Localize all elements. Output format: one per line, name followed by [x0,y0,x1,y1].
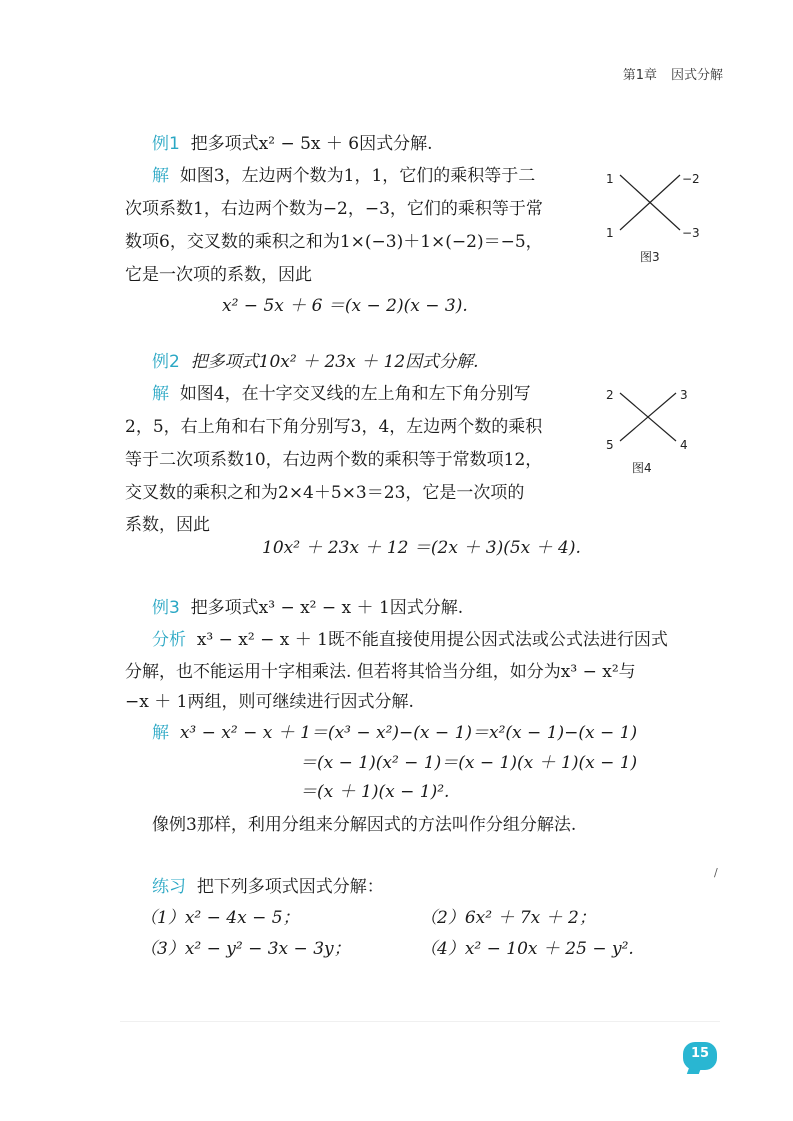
example-2-solution-label: 解 [152,384,169,404]
example-3-label: 例3 [152,598,180,618]
example-3-solution-line-1 [152,723,637,743]
figure-3-cross-diagram [600,165,710,245]
example-3-analysis-line-1 [152,630,668,650]
example-1-heading [152,134,433,154]
example-2-prompt: 把多项式10x² ＋ 23x ＋ 12因式分解. [190,352,479,372]
page-number-badge [683,1042,719,1072]
example-3-prompt: 把多项式x³ − x² − x ＋ 1因式分解. [190,598,464,618]
practice-heading [152,877,384,897]
example-3-solution-line-2: ＝(x − 1)(x² − 1)＝(x − 1)(x ＋ 1)(x − 1) [300,753,638,773]
example-2-heading [152,352,479,372]
chapter-number: 第1章 [622,68,657,83]
example-1-result: x² − 5x ＋ 6 ＝(x − 2)(x − 3). [222,296,468,316]
example-2-solution-line-1 [152,384,531,404]
analysis-label: 分析 [152,630,186,650]
practice-item-2: （2）6x² ＋ 7x ＋ 2； [420,908,596,928]
fig4-bottom-left: 5 [606,438,614,452]
example-3-analysis-line-3: −x ＋ 1两组，则可继续进行因式分解. [125,692,414,712]
example-2-solution-line-4: 交叉数的乘积之和为2×4＋5×3＝23，它是一次项的 [125,483,525,503]
analysis-text: x³ − x² − x ＋ 1既不能直接使用提公因式法或公式法进行因式 [196,630,668,650]
example-3-analysis-line-2: 分解，也不能运用十字相乘法. 但若将其恰当分组，如分为x³ − x²与 [125,662,636,682]
example-3-solution-line-3: ＝(x ＋ 1)(x − 1)². [300,782,450,802]
practice-item-3: （3）x² − y² − 3x − 3y； [140,939,351,959]
solution-text: x³ − x² − x ＋ 1＝(x³ − x²)−(x − 1)＝x²(x − 1)−(x − 1) [179,723,638,743]
fig3-top-right: −2 [682,172,700,186]
example-1-prompt: 把多项式x² − 5x ＋ 6因式分解. [190,134,433,154]
fig3-bottom-right: −3 [682,226,700,240]
practice-prompt: 把下列多项式因式分解： [196,877,384,897]
example-2-result: 10x² ＋ 23x ＋ 12 ＝(2x ＋ 3)(5x ＋ 4). [262,538,581,558]
example-1-label: 例1 [152,134,180,154]
solution-text: 如图3，左边两个数为1，1，它们的乘积等于二 [179,166,536,186]
running-header [623,64,723,83]
margin-mark: / [714,866,718,879]
example-3-solution-label: 解 [152,723,169,743]
example-1-solution-line-4: 它是一次项的系数，因此 [125,265,312,285]
fig3-top-left: 1 [606,172,614,186]
fig4-bottom-right: 4 [680,438,688,452]
footer-divider [120,1021,720,1022]
example-1-solution-line-2: 次项系数1，右边两个数为−2，−3，它们的乘积等于常 [125,199,543,219]
fig4-top-left: 2 [606,388,614,402]
fig3-bottom-left: 1 [606,226,614,240]
practice-item-1: （1）x² − 4x − 5； [140,908,300,928]
example-2-solution-line-3: 等于二次项系数10，右边两个数的乘积等于常数项12， [125,450,543,470]
page-number: 15 [690,1046,710,1061]
example-3-summary: 像例3那样，利用分组来分解因式的方法叫作分组分解法. [152,815,577,835]
figure-3-caption: 图3 [640,250,660,264]
example-1-solution-line-3: 数项6，交叉数的乘积之和为1×(−3)＋1×(−2)＝−5， [125,232,543,252]
solution-text: 如图4，在十字交叉线的左上角和左下角分别写 [179,384,531,404]
figure-4-caption: 图4 [632,461,652,475]
example-2-label: 例2 [152,352,180,372]
example-1-solution-label: 解 [152,166,169,186]
example-3-heading [152,598,463,618]
figure-4-cross-diagram [600,383,700,453]
practice-item-4: （4）x² − 10x ＋ 25 − y². [420,939,634,959]
chapter-title: 因式分解 [670,68,723,83]
example-2-solution-line-5: 系数，因此 [125,515,210,535]
example-2-solution-line-2: 2，5，右上角和右下角分别写3，4，左边两个数的乘积 [125,417,543,437]
practice-label: 练习 [152,877,186,897]
example-1-solution-line-1 [152,166,535,186]
fig4-top-right: 3 [680,388,688,402]
